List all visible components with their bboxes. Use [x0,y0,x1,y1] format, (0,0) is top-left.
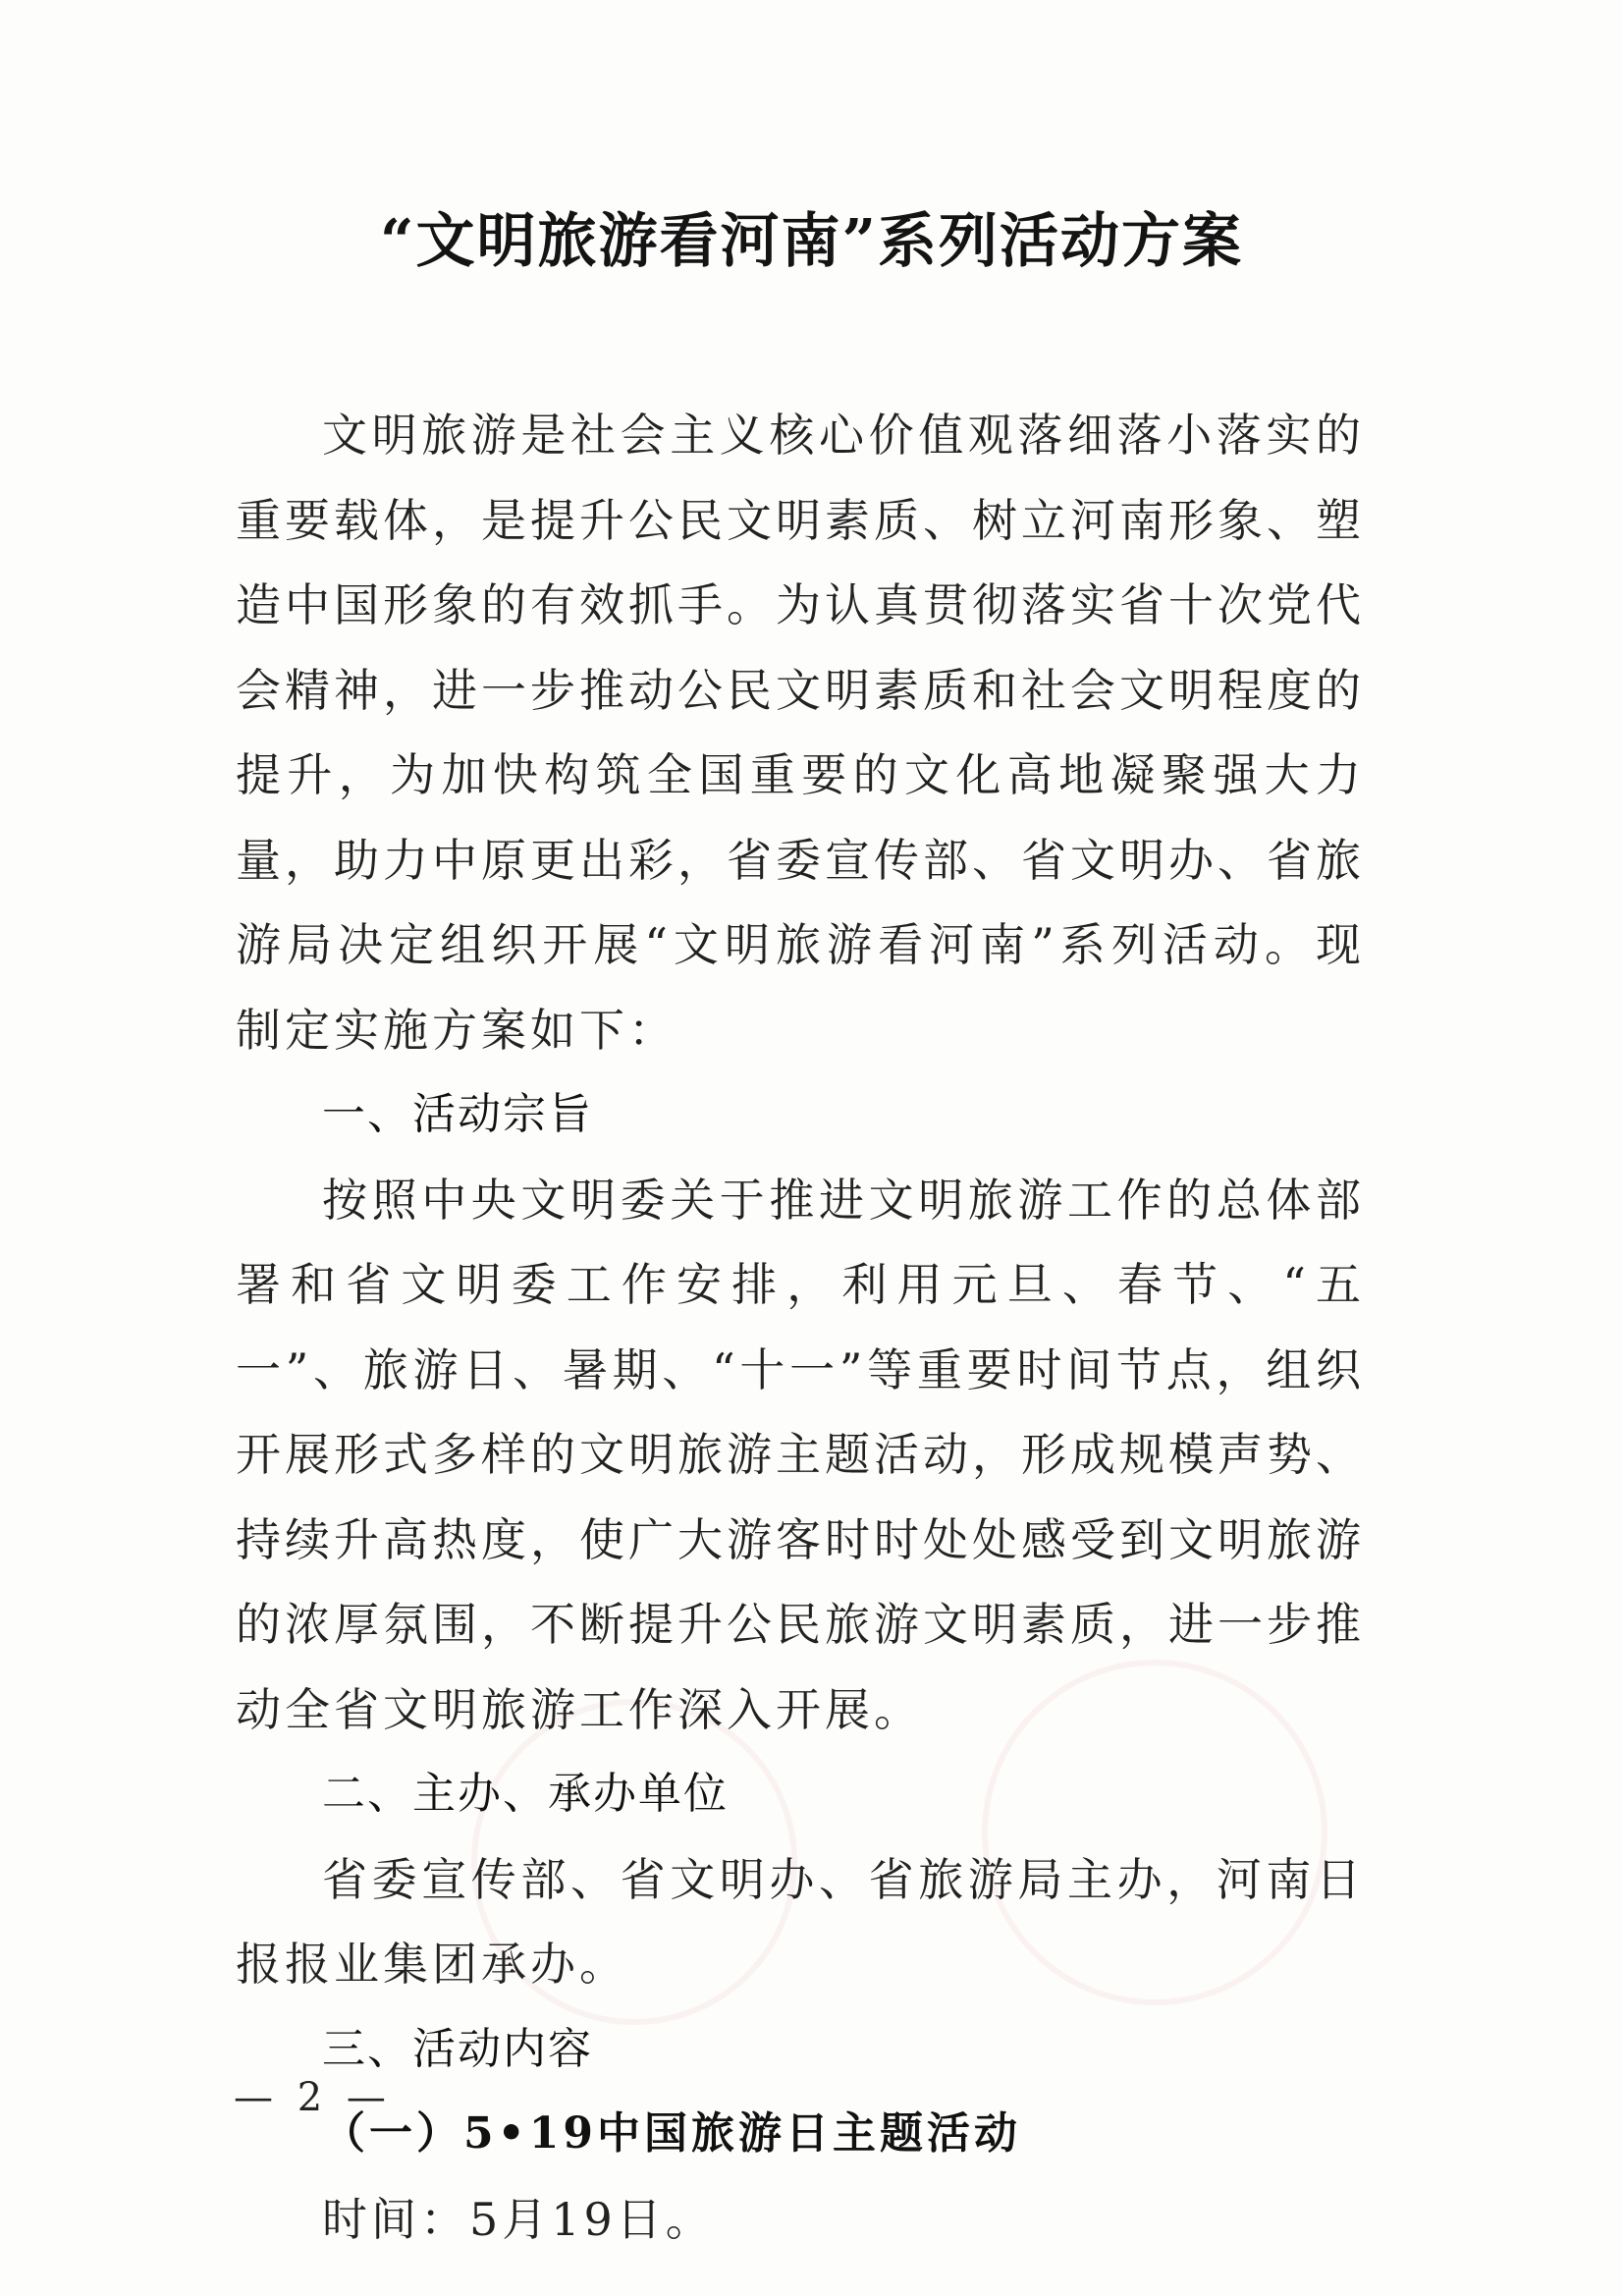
document-title: “文明旅游看河南”系列活动方案 [379,207,1244,276]
page-number: — 2 — [234,2075,392,2120]
subsection-heading-tourism-day: （一）5•19中国旅游日主题活动 [322,2108,1021,2159]
document-body [236,393,1365,2262]
intro-paragraph: 文明旅游是社会主义核心价值观落细落小落实的重要载体，是提升公民文明素质、树立河南形象、塑造中国形象的有效抓手。为认真贯彻落实省十次党代会精神，进一步推动公民文明素质和社会文明程度的提升，为加快构筑全国重要的文化高地凝聚强大力量，助力中原更出彩，省委宣传部、省文明办、省旅游局决定组织开展“文明旅游看河南”系列活动。现制定实施方案如下： [236,409,1365,1057]
section-heading-organizers: 二、主办、承办单位 [322,1769,729,1819]
section-text-purpose: 按照中央文明委关于推进文明旅游工作的总体部署和省文明委工作安排，利用元旦、春节、“五一”、旅游日、暑期、“十一”等重要时间节点，组织开展形式多样的文明旅游主题活动，形成规模声势、持续升高热度，使广大游客时时处处感受到文明旅游的浓厚氛围，不断提升公民旅游文明素质，进一步推动全省文明旅游工作深入开展。 [236,1173,1365,1736]
subsection-text-date: 时间：5月19日。 [322,2192,715,2246]
section-heading-purpose: 一、活动宗旨 [322,1089,593,1139]
section-text-organizers: 省委宣传部、省文明办、省旅游局主办，河南日报报业集团承办。 [236,1852,1365,1991]
section-heading-content: 三、活动内容 [322,2023,593,2074]
